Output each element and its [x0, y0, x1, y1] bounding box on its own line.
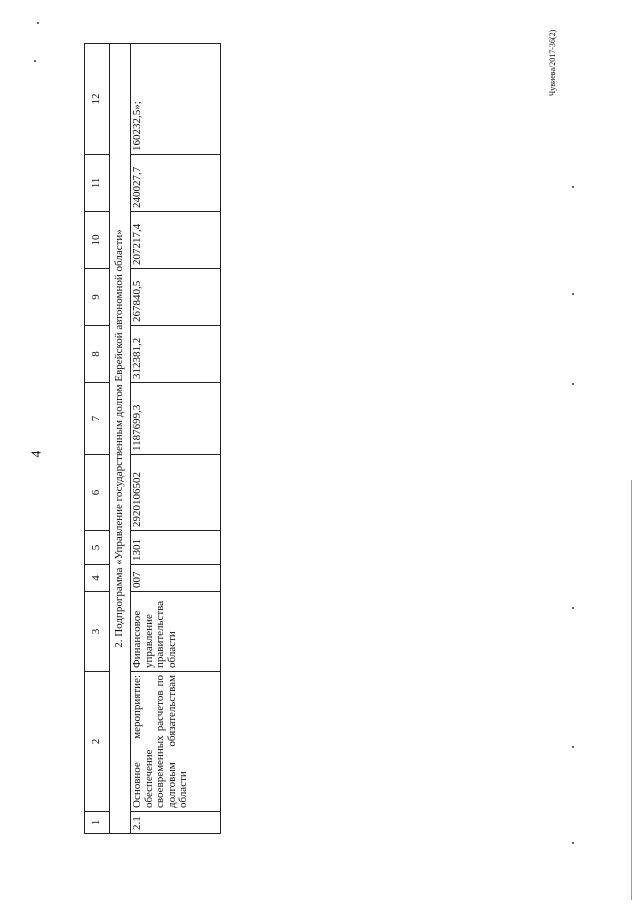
col-2: 2: [85, 672, 110, 812]
col-7: 7: [85, 383, 110, 455]
col-9: 9: [85, 269, 110, 326]
section-code: 1301: [131, 531, 221, 565]
col-3: 3: [85, 592, 110, 672]
scan-speck: [572, 383, 574, 385]
table-row: [131, 44, 221, 834]
col-5: 5: [85, 531, 110, 565]
column-number-row: [85, 44, 110, 834]
year-value-4: 240027,7: [131, 155, 221, 212]
row-number: 2.1: [131, 812, 221, 834]
col-1: 1: [85, 812, 110, 834]
document-reference: Чувиева/2017-36(2): [548, 29, 557, 96]
scan-speck: [34, 60, 36, 62]
col-4: 4: [85, 565, 110, 592]
page-number: 4: [29, 450, 45, 458]
scan-speck: [572, 607, 574, 609]
year-value-1: 312381,2: [131, 326, 221, 383]
col-12: 12: [85, 44, 110, 155]
year-value-5: 160232,5»;: [131, 44, 221, 155]
scan-speck: [572, 186, 574, 188]
col-11: 11: [85, 155, 110, 212]
scan-speck: [37, 22, 39, 24]
scan-speck: [572, 746, 574, 748]
total-value: 1187699,3: [131, 383, 221, 455]
program-table: [84, 44, 221, 834]
scan-edge-line: [631, 480, 632, 900]
year-value-3: 207217,4: [131, 212, 221, 269]
year-value-2: 267840,5: [131, 269, 221, 326]
subprogram-row: [110, 44, 131, 834]
scan-speck: [572, 842, 574, 844]
target-article: 2920106502: [131, 455, 221, 531]
scan-speck: [572, 293, 574, 295]
responsible-executor: Финансовое управление правительства области: [131, 592, 221, 672]
col-6: 6: [85, 455, 110, 531]
grbs-code: 007: [131, 565, 221, 592]
subprogram-title: 2. Подпрограмма «Управление государственным долгом Еврейской автономной области»: [110, 44, 131, 834]
col-10: 10: [85, 212, 110, 269]
measure-name: Основное мероприятие: обеспечение своевременных расчетов по долговым обязательствам области: [131, 672, 221, 812]
col-8: 8: [85, 326, 110, 383]
